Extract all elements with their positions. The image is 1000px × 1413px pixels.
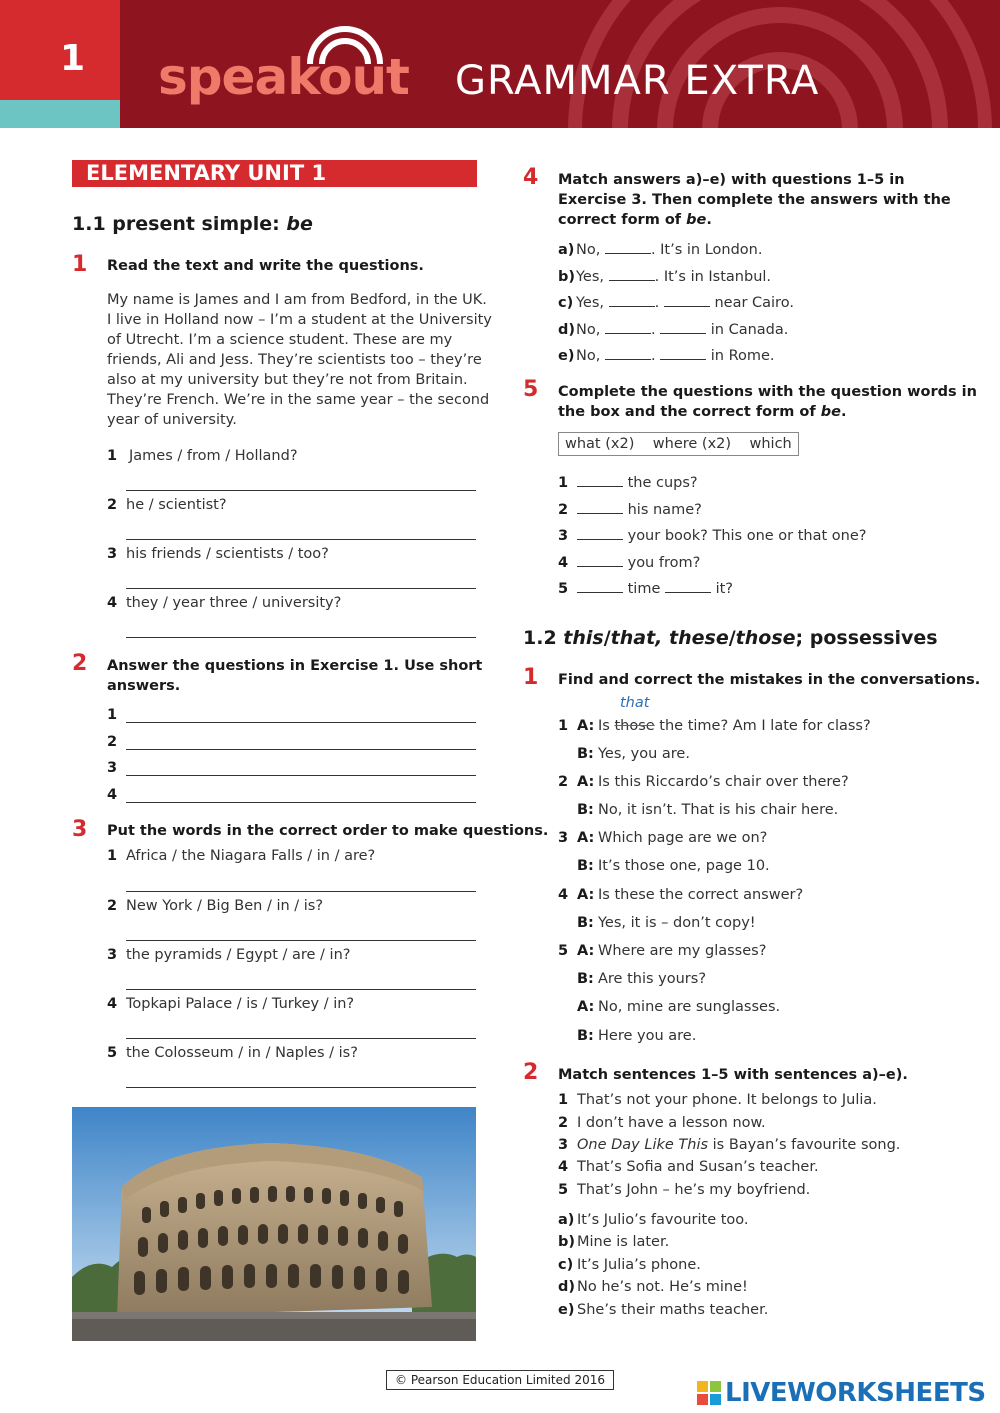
item-text: No, [576,242,605,258]
question-item [107,846,375,866]
item-letter: c) [558,295,574,311]
dialogue-text: Are this yours? [598,971,707,987]
exercise-instruction: Match sentences 1–5 with sentences a)–e). [558,1067,908,1083]
item-text: Topkapi Palace / is / Turkey / in? [126,996,355,1012]
item-letter: d) [558,322,576,338]
item-text: is Bayan’s favourite song. [708,1137,901,1153]
item-text: James / from / Holland? [129,448,298,464]
question-item [107,1043,358,1063]
dialogue-line [558,885,803,905]
speaker-label: B: [577,858,594,874]
question-item [107,593,341,613]
answer-row [107,705,117,725]
item-number: 4 [558,887,569,903]
item-number: 1 [558,1092,569,1108]
unit-number: 1 [60,38,86,79]
answer-item [558,345,775,366]
answer-item [558,1232,669,1252]
sentence-item [558,1113,766,1133]
answer-line[interactable] [126,775,476,776]
dialogue-line [558,969,706,989]
sentence-item [558,1135,900,1155]
heading-emphasis: that, these [610,627,729,649]
item-text: you from? [623,555,701,571]
exercise-number: 5 [523,377,539,402]
dialogue-line [558,828,767,848]
blank-input[interactable] [660,345,706,360]
instruction-text: . [706,212,712,228]
item-letter: e) [558,348,575,364]
heading-text: 1.1 present simple: [72,213,287,235]
item-text: Yes, [576,295,609,311]
blank-input[interactable] [577,578,623,593]
instruction-line: answers. [107,678,181,694]
item-number: 4 [558,1159,569,1175]
item-text: in Rome. [706,348,775,364]
answer-line[interactable] [126,1038,476,1039]
item-text: Africa / the Niagara Falls / in / are? [126,848,376,864]
dialogue-text: No, mine are sunglasses. [598,999,781,1015]
item-text: I don’t have a lesson now. [577,1115,766,1131]
item-text: . [654,295,664,311]
section-heading-1-1 [72,213,313,235]
item-number: 5 [558,581,569,597]
colosseum-photo [72,1107,476,1341]
item-number: 2 [558,1115,569,1131]
item-text: It’s Julio’s favourite too. [577,1212,749,1228]
dialogue-line [558,913,756,933]
item-text: Mine is later. [577,1234,670,1250]
item-text: She’s their maths teacher. [577,1302,769,1318]
item-text: . [650,322,661,338]
liveworksheets-logo[interactable]: LIVEWORKSHEETS [725,1378,986,1408]
sentence-item [558,1157,819,1177]
answer-line[interactable] [126,637,476,638]
heading-text: / [603,627,611,649]
liveworksheets-icon [697,1381,721,1405]
dialogue-line [558,997,780,1017]
question-item [558,499,702,520]
instruction-emphasis: be [686,212,707,228]
answer-item [558,319,788,340]
item-number: 1 [558,475,569,491]
item-text: That’s not your phone. It belongs to Julia. [577,1092,877,1108]
text-line: I live in Holland now – I’m a student at the University [107,312,492,328]
answer-line[interactable] [126,891,476,892]
item-number: 2 [558,774,569,790]
exercise-instruction [107,656,482,696]
instruction-text: correct form of [558,212,687,228]
section-heading-1-2 [523,627,938,649]
item-number: 3 [107,546,118,562]
item-number: 2 [558,502,569,518]
instruction-line: Answer the questions in Exercise 1. Use short [107,658,483,674]
item-number: 4 [107,996,118,1012]
dialogue-text: Is these the correct answer? [598,887,804,903]
item-text: he / scientist? [126,497,227,513]
text-line: also at my university but they’re not from Britain. [107,372,468,388]
blank-input[interactable] [605,345,651,360]
speaker-label: A: [577,718,595,734]
item-number: 4 [558,555,569,571]
text-line: year of university. [107,412,237,428]
item-text: in Canada. [706,322,789,338]
item-number: 2 [107,898,118,914]
dialogue-text: It’s those one, page 10. [598,858,770,874]
answer-line[interactable] [126,722,476,723]
answer-item [558,1300,768,1320]
item-number: 1 [107,707,118,723]
blank-input[interactable] [605,319,651,334]
instruction-text: the box and the correct form of [558,404,821,420]
answer-row [107,732,117,752]
speaker-label: A: [577,830,595,846]
item-letter: e) [558,1302,575,1318]
blank-input[interactable] [609,266,655,281]
blank-input[interactable] [577,472,623,487]
dialogue-line [558,744,690,764]
teal-tab [0,100,120,128]
item-number: 3 [107,760,118,776]
dialogue-text: Where are my glasses? [598,943,767,959]
answer-item [558,266,771,287]
answer-line[interactable] [126,749,476,750]
item-text: No, [576,322,605,338]
item-number: 5 [558,943,569,959]
instruction-line: Exercise 3. Then complete the answers with the [558,192,951,208]
item-number: 3 [558,830,569,846]
item-number: 3 [558,528,569,544]
exercise-instruction [558,170,951,230]
blank-input[interactable] [665,578,711,593]
instruction-line: Complete the questions with the question words in [558,384,977,400]
speaker-label: B: [577,802,594,818]
heading-text: ; possessives [795,627,938,649]
question-item [558,525,866,546]
speaker-label: A: [577,999,595,1015]
item-number: 1 [558,718,569,734]
item-number: 3 [558,1137,569,1153]
struck-word: those [614,718,655,734]
blank-input[interactable] [577,525,623,540]
answer-item [558,1255,701,1275]
correction-example: that [620,695,650,711]
item-number: 2 [107,734,118,750]
answer-item [558,1277,748,1297]
blank-input[interactable] [577,552,623,567]
dialogue-text: Yes, it is – don’t copy! [598,915,756,931]
dialogue-text: the time? Am I late for class? [654,718,871,734]
speaker-label: A: [577,943,595,959]
item-text: they / year three / university? [126,595,342,611]
item-number: 4 [107,787,118,803]
blank-input[interactable] [664,292,710,307]
heading-emphasis: those [735,627,796,649]
item-number: 2 [107,497,118,513]
unit-section-bar: ELEMENTARY UNIT 1 [72,160,477,187]
item-text: it? [710,581,734,597]
exercise-instruction [558,382,977,422]
question-item [107,994,354,1014]
item-text: his friends / scientists / too? [126,546,329,562]
item-text: the pyramids / Egypt / are / in? [126,947,351,963]
item-text: the cups? [623,475,698,491]
dialogue-line [558,1026,696,1046]
exercise-instruction: Put the words in the correct order to make questions. [107,823,549,839]
instruction-text: . [840,404,847,420]
sentence-item [558,1180,810,1200]
item-number: 5 [107,1045,118,1061]
heading-emphasis: be [286,213,313,235]
item-text: It’s Julia’s phone. [577,1257,701,1273]
item-text: No he’s not. He’s mine! [577,1279,748,1295]
item-text: No, [576,348,605,364]
heading-emphasis: this [563,627,604,649]
exercise-number: 1 [72,252,88,277]
song-title: One Day Like This [577,1137,709,1153]
item-letter: a) [558,1212,575,1228]
text-line: They’re French. We’re in the same year – the second [107,392,490,408]
item-letter: b) [558,269,576,285]
answer-line[interactable] [126,802,476,803]
question-item [107,446,298,466]
exercise-number: 3 [72,817,88,842]
heading-text: 1.2 [523,627,564,649]
item-number: 3 [107,947,118,963]
instruction-line: Match answers a)–e) with questions 1–5 in [558,172,905,188]
item-letter: b) [558,1234,576,1250]
text-line: My name is James and I am from Bedford, in the UK. [107,292,487,308]
dialogue-line [558,800,838,820]
item-text: Yes, [576,269,609,285]
speaker-label: A: [577,774,595,790]
page-title: GRAMMAR EXTRA [455,58,820,104]
dialogue-line [558,716,871,736]
item-letter: d) [558,1279,576,1295]
question-item [107,495,227,515]
item-text: his name? [623,502,702,518]
exercise-instruction: Read the text and write the questions. [107,258,424,274]
blank-input[interactable] [577,499,623,514]
blank-input[interactable] [609,292,655,307]
dialogue-text: Is this Riccardo’s chair over there? [598,774,849,790]
dialogue-text: Yes, you are. [598,746,690,762]
item-text: . It’s in London. [650,242,763,258]
item-letter: c) [558,1257,574,1273]
instruction-emphasis: be [820,404,841,420]
exercise-number: 2 [523,1060,539,1085]
answer-item [558,239,762,260]
item-text: . [650,348,661,364]
speaker-label: B: [577,746,594,762]
brand-logo: speakout [158,48,409,106]
question-item [558,472,698,493]
exercise-number: 4 [523,165,539,190]
question-item [107,544,329,564]
exercise-number: 1 [523,665,539,690]
item-text: your book? This one or that one? [623,528,867,544]
dialogue-text: No, it isn’t. That is his chair here. [598,802,839,818]
dialogue-line [558,772,849,792]
item-number: 4 [107,595,118,611]
item-number: 5 [558,1182,569,1198]
answer-item [558,292,794,313]
dialogue-line [558,941,766,961]
item-text: near Cairo. [709,295,794,311]
item-text: the Colosseum / in / Naples / is? [126,1045,358,1061]
question-item [558,552,700,573]
exercise-instruction: Find and correct the mistakes in the conversations. [558,672,981,688]
word-box: what (x2) where (x2) which [558,432,799,456]
copyright-notice: © Pearson Education Limited 2016 [386,1370,614,1390]
speaker-label: B: [577,1028,594,1044]
item-text: That’s Sofia and Susan’s teacher. [577,1159,819,1175]
question-item [558,578,733,599]
answer-item [558,1210,749,1230]
speaker-label: B: [577,971,594,987]
blank-input[interactable] [605,239,651,254]
answer-line[interactable] [126,989,476,990]
item-text: New York / Big Ben / in / is? [126,898,324,914]
item-text: time [623,581,665,597]
item-number: 1 [107,848,118,864]
answer-line[interactable] [126,940,476,941]
dialogue-line [558,856,770,876]
question-item [107,945,350,965]
speaker-label: B: [577,915,594,931]
heading-text: / [728,627,736,649]
answer-line[interactable] [126,490,476,491]
question-item [107,896,323,916]
dialogue-text: Here you are. [598,1028,697,1044]
answer-row [107,785,117,805]
dialogue-text: Is [598,718,615,734]
text-line: friends, Ali and Jess. They’re scientists too – they’re [107,352,482,368]
blank-input[interactable] [660,319,706,334]
answer-line[interactable] [126,539,476,540]
answer-line[interactable] [126,1087,476,1088]
sentence-item [558,1090,877,1110]
item-text: That’s John – he’s my boyfriend. [577,1182,811,1198]
text-line: of Utrecht. I’m a science student. These are my [107,332,453,348]
instruction-line [558,210,951,230]
reading-text [107,290,492,430]
answer-row [107,758,117,778]
item-text: . It’s in Istanbul. [654,269,772,285]
instruction-line [558,402,977,422]
exercise-number: 2 [72,651,88,676]
dialogue-text: Which page are we on? [598,830,768,846]
item-letter: a) [558,242,575,258]
item-number: 1 [107,448,118,464]
answer-line[interactable] [126,588,476,589]
speaker-label: A: [577,887,595,903]
